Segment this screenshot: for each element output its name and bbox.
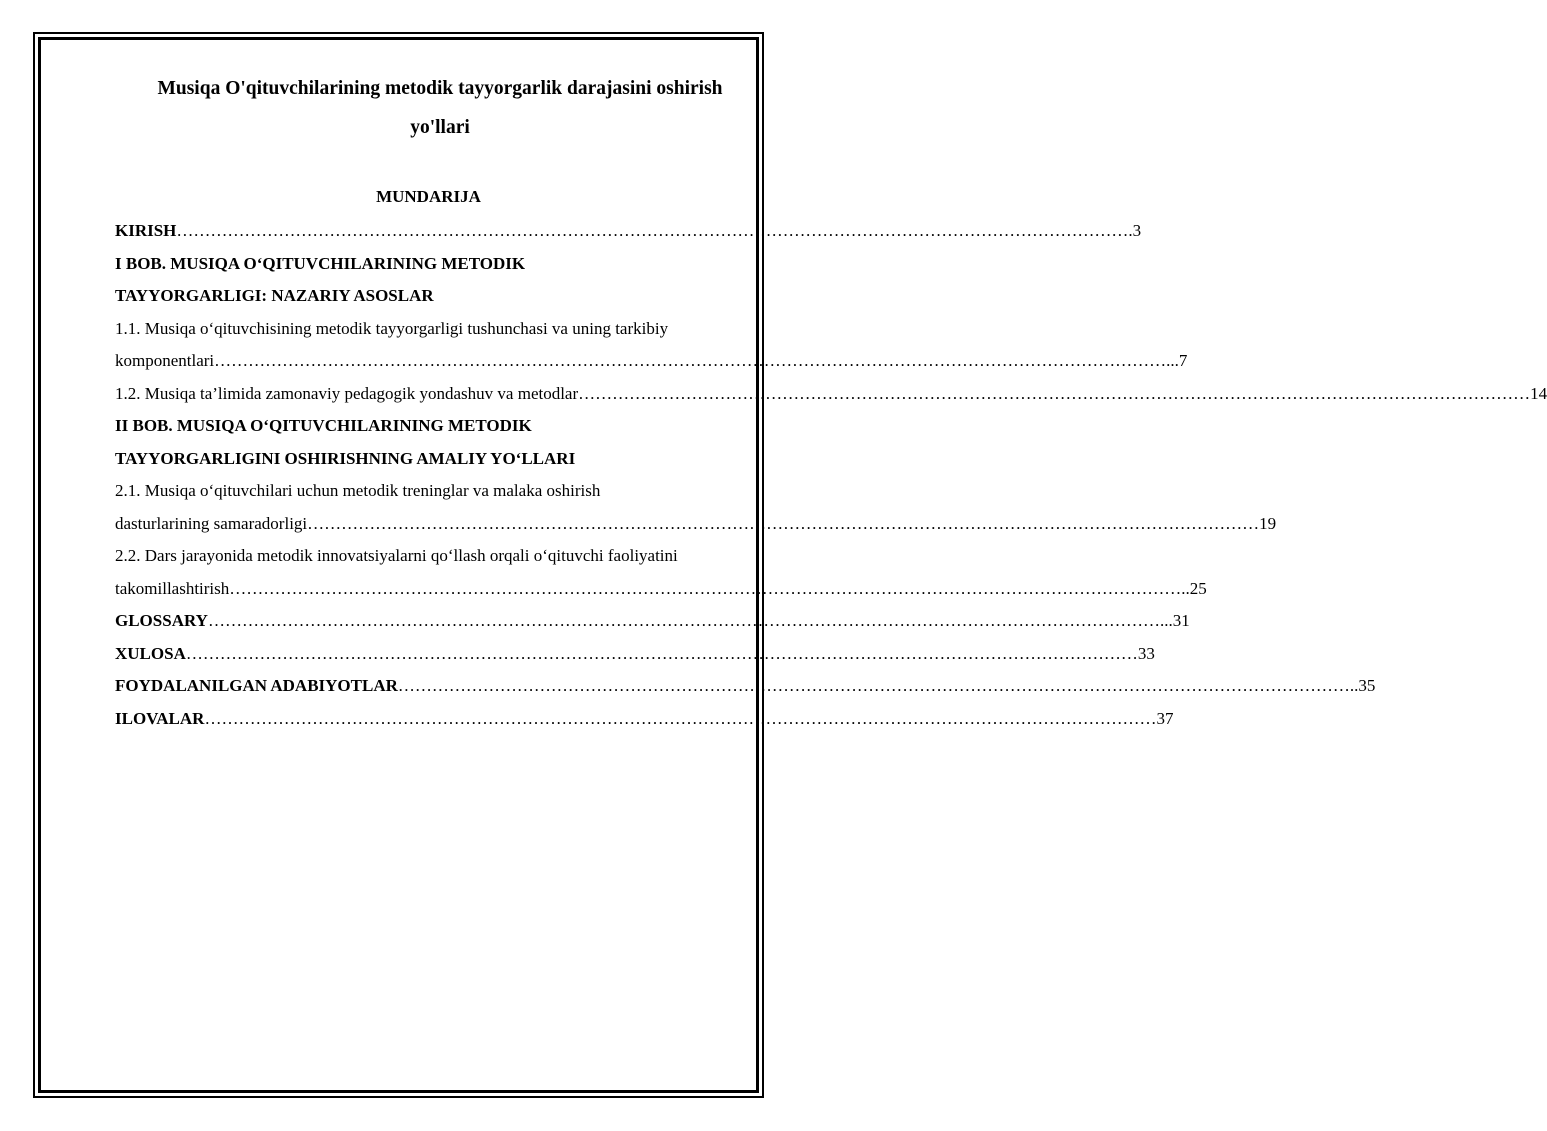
toc-page-number: ...7 [1166,351,1188,370]
toc-page-number: 19 [1259,513,1277,533]
toc-entry [115,350,1188,383]
toc-entry-title: komponentlari [115,351,215,370]
toc-entry [115,610,1190,643]
toc-heading-line [115,253,742,286]
toc-entry [115,643,1155,676]
toc-page-number: ...31 [1159,611,1190,630]
toc-entry-title: takomillashtirish [115,578,230,598]
toc-text: 2.2. Dars jarayonida metodik innovatsiyalarni qo‘llash orqali o‘qituvchi faoliyatini [115,546,678,565]
toc-entry-title: 1.2. Musiqa ta’limida zamonaviy pedagogik yondashuv va metodlar [115,383,579,403]
toc-entry-title: dasturlarining samaradorligi [115,513,308,533]
toc-leader-dots: …………………………………………………………………………………………………………………………………………………… [214,351,1167,370]
toc-text: I BOB. MUSIQA O‘QITUVCHILARINING METODIK [115,253,526,273]
toc-heading-line [115,448,742,481]
table-of-contents [115,220,1547,740]
toc-leader-dots: …………………………………………………………………………………………………………………………………………………… [176,221,1129,240]
toc-entry [115,513,1277,546]
toc-page-number: 37 [1156,708,1174,728]
toc-leader-dots: …………………………………………………………………………………………………………………………………………………… [185,643,1138,663]
toc-leader-dots: …………………………………………………………………………………………………………………………………………………… [307,513,1260,533]
toc-entry-title: ILOVALAR [115,708,205,728]
toc-text: TAYYORGARLIGI: NAZARIY ASOSLAR [115,286,434,305]
toc-text: 2.1. Musiqa o‘qituvchilari uchun metodik treninglar va malaka oshirish [115,481,601,500]
toc-leader-dots: …………………………………………………………………………………………………………………………………………………… [207,611,1160,630]
toc-leader-dots: …………………………………………………………………………………………………………………………………………………… [204,708,1157,728]
toc-leader-dots: …………………………………………………………………………………………………………………………………………………… [229,578,1182,598]
toc-heading-line [115,318,742,351]
toc-entry [115,578,1207,611]
toc-heading-line [115,545,742,578]
toc-entry-title: KIRISH [115,221,177,240]
toc-entry [115,220,1142,253]
toc-entry [115,675,1376,708]
toc-text: 1.1. Musiqa o‘qituvchisining metodik tayyorgarligi tushunchasi va uning tarkibiy [115,318,669,338]
toc-page-number: 33 [1137,643,1155,663]
toc-entry-title: GLOSSARY [115,611,208,630]
toc-page-number: ..35 [1349,676,1376,695]
toc-page-number: ..25 [1181,578,1207,598]
toc-entry [115,708,1174,741]
toc-heading-line [115,415,742,448]
toc-page-number: .3 [1128,221,1142,240]
toc-entry [115,383,1547,416]
document-title-line-2: yo'llari [410,117,470,138]
toc-entry-title: XULOSA [115,643,186,663]
toc-text: TAYYORGARLIGINI OSHIRISHNING AMALIY YO‘LLARI [115,448,576,468]
document-title-line-1: Musiqa O'qituvchilarining metodik tayyorgarlik darajasini oshirish [157,78,723,99]
toc-leader-dots: …………………………………………………………………………………………………………………………………………………… [578,383,1531,403]
toc-heading-line [115,480,742,513]
toc-page-number: 14 [1530,383,1547,403]
toc-leader-dots: …………………………………………………………………………………………………………………………………………………… [397,676,1350,695]
toc-text: II BOB. MUSIQA O‘QITUVCHILARINING METODIK [115,416,532,435]
toc-heading-line [115,285,742,318]
toc-heading: MUNDARIJA [376,187,481,206]
toc-entry-title: FOYDALANILGAN ADABIYOTLAR [115,676,398,695]
